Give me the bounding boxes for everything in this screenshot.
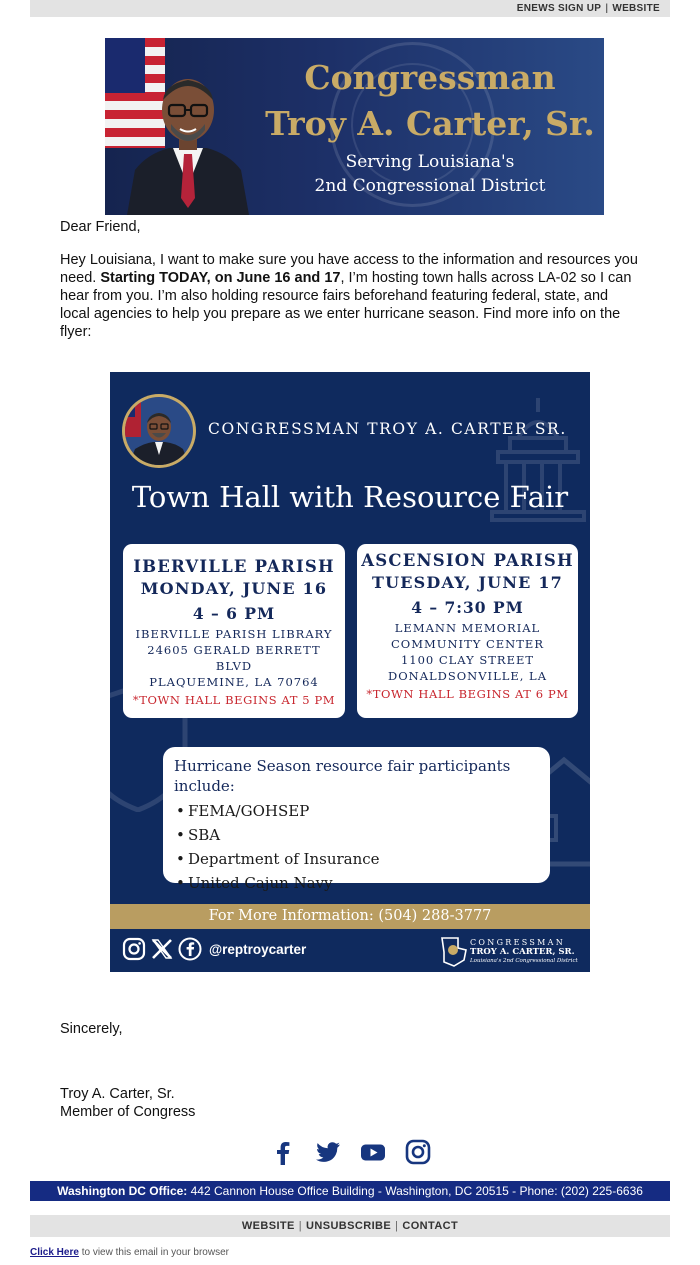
instagram-icon (405, 1139, 431, 1165)
signature-title: Member of Congress (60, 1104, 196, 1120)
instagram-link[interactable] (405, 1139, 431, 1165)
social-handle: @reptroycarter (209, 941, 307, 957)
banner-title-line2: Troy A. Carter, Sr. (265, 104, 595, 143)
list-item: • SBA (174, 823, 550, 847)
website-link[interactable]: WEBSITE (612, 3, 660, 14)
view-in-browser (30, 1247, 229, 1258)
event-day: MONDAY, JUNE 16 (140, 579, 328, 598)
logo-text-line2: TROY A. CARTER, SR. (470, 947, 575, 957)
intro-paragraph (60, 251, 640, 341)
youtube-icon (360, 1139, 386, 1165)
logo-text-line3: Louisiana's 2nd Congressional District (470, 958, 578, 964)
congressman-portrait (127, 58, 249, 215)
instagram-icon (122, 937, 146, 961)
flyer-title: Town Hall with Resource Fair (131, 480, 569, 514)
event-address-line2: COMMUNITY CENTER (391, 637, 544, 651)
footer-links-bar (30, 1215, 670, 1237)
footer-separator: | (298, 1220, 303, 1232)
flyer-avatar (122, 394, 196, 468)
fair-title: Hurricane Season resource fair participants include: (174, 757, 511, 795)
youtube-link[interactable] (360, 1139, 386, 1165)
nav-separator: | (605, 3, 609, 14)
event-address-line1: LEMANN MEMORIAL (394, 621, 541, 635)
list-item: • United Cajun Navy (174, 871, 550, 895)
event-address-line3: 1100 CLAY STREET (400, 653, 535, 667)
flyer-header-name: CONGRESSMAN TROY A. CARTER SR. (208, 420, 567, 438)
facebook-icon (178, 937, 202, 961)
more-info-strip: For More Information: (504) 288-3777 (110, 904, 590, 929)
banner-subtitle-line1: Serving Louisiana's (345, 152, 515, 172)
event-time: 4 – 6 PM (192, 604, 276, 623)
event-address-line4: PLAQUEMINE, LA 70764 (149, 675, 319, 689)
event-note: *TOWN HALL BEGINS AT 5 PM (132, 693, 336, 707)
event-note: *TOWN HALL BEGINS AT 6 PM (366, 687, 569, 701)
list-item: • Department of Insurance (174, 847, 550, 871)
resource-fair-box (163, 747, 550, 892)
enews-signup-link[interactable]: ENEWS SIGN UP (516, 3, 602, 14)
fair-participant-list (174, 799, 550, 895)
footer-separator: | (395, 1220, 399, 1232)
facebook-link[interactable] (270, 1139, 296, 1165)
intro-text-rest: , I’m hosting town halls across LA-02 so I can hear from you. I’m also holding resource fairs beforehand featuring federal, state, and local agencies to help you prepare as we enter hurricane season. Find more info on the flyer: (60, 270, 632, 340)
banner-title-line1: Congressman (304, 58, 556, 97)
dc-office-bar (30, 1181, 670, 1201)
flyer-portrait (125, 397, 193, 465)
top-nav-bar (30, 0, 670, 17)
event-parish: ASCENSION PARISH (361, 551, 574, 570)
list-item: • FEMA/GOHSEP (174, 799, 550, 823)
louisiana-map-icon (440, 934, 468, 968)
dc-office-label: Washington DC Office: (57, 1184, 188, 1198)
flyer-social-row (122, 935, 306, 963)
footer-contact-link[interactable]: CONTACT (402, 1220, 459, 1232)
banner-subtitle-line2: 2nd Congressional District (314, 176, 546, 196)
click-here-link[interactable]: Click Here (30, 1247, 79, 1258)
twitter-icon (315, 1139, 341, 1165)
event-address-line4: DONALDSONVILLE, LA (387, 669, 547, 683)
event-time: 4 – 7:30 PM (411, 598, 524, 617)
signoff: Sincerely, (60, 1021, 123, 1037)
event-card-iberville (123, 544, 345, 718)
event-address-line3: BLVD (215, 659, 253, 673)
event-address-line2: 24605 GERALD BERRETT (147, 643, 321, 657)
logo-text-line1: CONGRESSMAN (470, 938, 566, 947)
signature-name: Troy A. Carter, Sr. (60, 1086, 175, 1102)
town-hall-flyer (110, 372, 590, 972)
footer-social-icons (0, 1139, 700, 1165)
header-banner (105, 38, 604, 215)
x-icon (150, 937, 174, 961)
greeting: Dear Friend, (60, 219, 141, 235)
footer-website-link[interactable]: WEBSITE (241, 1220, 295, 1232)
event-day: TUESDAY, JUNE 17 (372, 573, 563, 592)
dc-office-address: 442 Cannon House Office Building - Washington, DC 20515 - Phone: (202) 225-6636 (187, 1184, 643, 1198)
intro-text: Hey Louisiana, I want to make sure you have access to the information and resources you need. (60, 252, 638, 286)
twitter-link[interactable] (315, 1139, 341, 1165)
event-parish: IBERVILLE PARISH (133, 557, 335, 576)
event-address-line1: IBERVILLE PARISH LIBRARY (135, 627, 333, 641)
intro-bold-dates: Starting TODAY, on June 16 and 17 (100, 270, 341, 286)
facebook-icon (270, 1139, 296, 1165)
view-in-browser-text: to view this email in your browser (78, 1247, 229, 1258)
footer-unsubscribe-link[interactable]: UNSUBSCRIBE (306, 1220, 392, 1232)
event-card-ascension (357, 544, 578, 718)
congressman-logo (440, 934, 580, 968)
